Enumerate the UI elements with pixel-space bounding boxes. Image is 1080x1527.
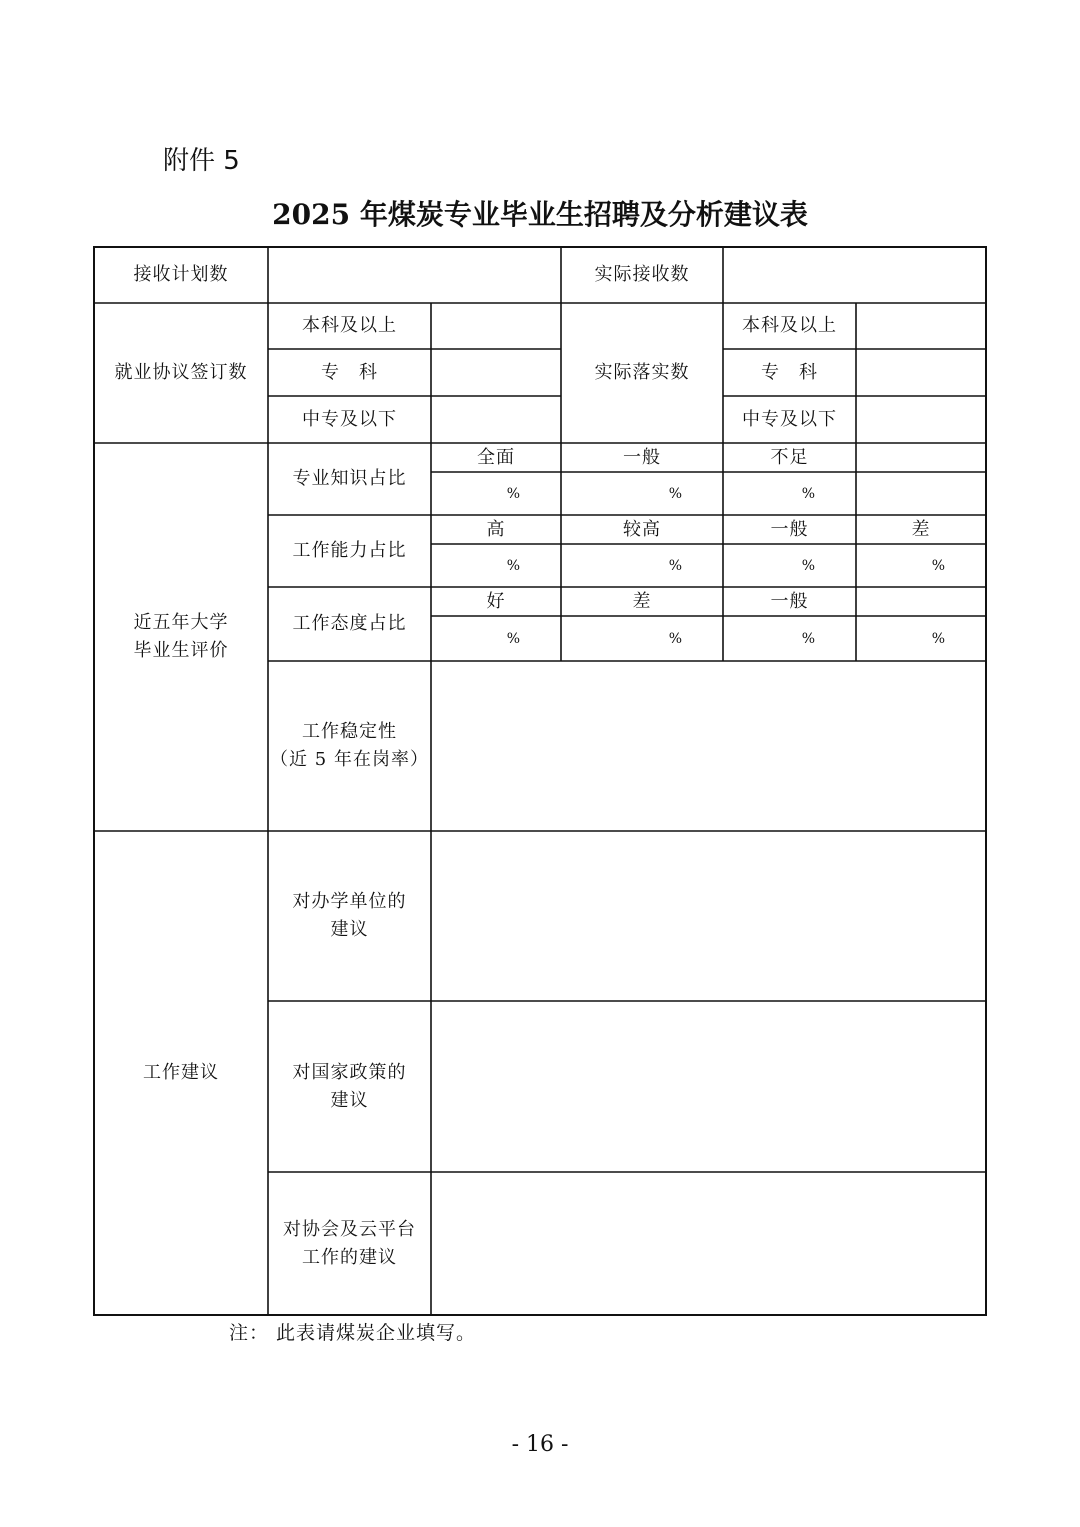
stability-input[interactable] xyxy=(431,661,986,831)
attitude-good-percent[interactable]: % xyxy=(506,630,521,647)
agreement-level-bachelor: 本科及以上 xyxy=(302,315,397,336)
school-suggestion-input[interactable] xyxy=(431,831,986,1001)
ability-grade-high: 高 xyxy=(486,518,506,540)
agreement-level-secondary: 中专及以下 xyxy=(302,408,397,430)
platform-suggestion-input[interactable] xyxy=(431,1172,986,1315)
page-number: - 16 - xyxy=(511,1432,569,1457)
school-suggestion-label: 对办学单位的 建议 xyxy=(292,891,407,940)
agreement-bachelor-input[interactable] xyxy=(431,303,561,349)
agreement-college-input[interactable] xyxy=(431,349,561,396)
actual-placement-label: 实际落实数 xyxy=(594,362,690,383)
attitude-extra-percent[interactable]: % xyxy=(931,630,946,647)
placement-college-input[interactable] xyxy=(856,349,986,396)
ability-average-percent[interactable]: % xyxy=(801,557,816,574)
placement-level-bachelor: 本科及以上 xyxy=(742,315,837,336)
agreement-secondary-input[interactable] xyxy=(431,396,561,443)
placement-secondary-input[interactable] xyxy=(856,396,986,443)
footnote: 注： 此表请煤炭企业填写。 xyxy=(229,1322,477,1344)
knowledge-lacking-percent[interactable]: % xyxy=(801,485,816,502)
attitude-poor-percent[interactable]: % xyxy=(668,630,683,647)
plan-count-label: 接收计划数 xyxy=(133,264,229,285)
attachment-label: 附件 5 xyxy=(163,146,240,176)
attitude-average-percent[interactable]: % xyxy=(801,630,816,647)
attitude-grade-poor: 差 xyxy=(632,590,652,612)
plan-count-input[interactable] xyxy=(268,247,561,303)
ability-grade-fairly-high: 较高 xyxy=(623,518,661,540)
agreement-level-college: 专 科 xyxy=(321,361,378,383)
knowledge-full-percent[interactable]: % xyxy=(506,485,521,502)
ability-fairly-high-percent[interactable]: % xyxy=(668,557,683,574)
knowledge-average-percent[interactable]: % xyxy=(668,485,683,502)
actual-receive-label: 实际接收数 xyxy=(594,264,690,285)
ability-grade-poor: 差 xyxy=(911,518,931,540)
page-title: 2025 年煤炭专业毕业生招聘及分析建议表 xyxy=(272,198,808,231)
evaluation-label: 近五年大学 毕业生评价 xyxy=(133,612,229,661)
actual-receive-input[interactable] xyxy=(723,247,986,303)
attitude-grade-good: 好 xyxy=(486,590,506,612)
work-suggestion-label: 工作建议 xyxy=(143,1062,219,1083)
platform-suggestion-label: 对协会及云平台 工作的建议 xyxy=(283,1218,416,1268)
policy-suggestion-label: 对国家政策的 建议 xyxy=(292,1061,407,1111)
placement-bachelor-input[interactable] xyxy=(856,303,986,349)
stability-label: 工作稳定性 （近 5 年在岗率） xyxy=(270,721,429,770)
ability-poor-percent[interactable]: % xyxy=(931,557,946,574)
placement-level-college: 专 科 xyxy=(761,361,818,383)
ability-grade-average: 一般 xyxy=(770,518,809,540)
placement-level-secondary: 中专及以下 xyxy=(742,408,837,430)
knowledge-grade-full: 全面 xyxy=(477,446,515,468)
attitude-ratio-label: 工作态度占比 xyxy=(292,613,407,634)
knowledge-grade-average: 一般 xyxy=(623,446,661,468)
ability-ratio-label: 工作能力占比 xyxy=(292,540,407,561)
policy-suggestion-input[interactable] xyxy=(431,1001,986,1172)
knowledge-ratio-label: 专业知识占比 xyxy=(292,468,407,489)
agreement-count-label: 就业协议签订数 xyxy=(114,362,248,383)
ability-high-percent[interactable]: % xyxy=(506,557,521,574)
attitude-grade-average: 一般 xyxy=(770,590,809,612)
knowledge-grade-lacking: 不足 xyxy=(770,446,809,468)
